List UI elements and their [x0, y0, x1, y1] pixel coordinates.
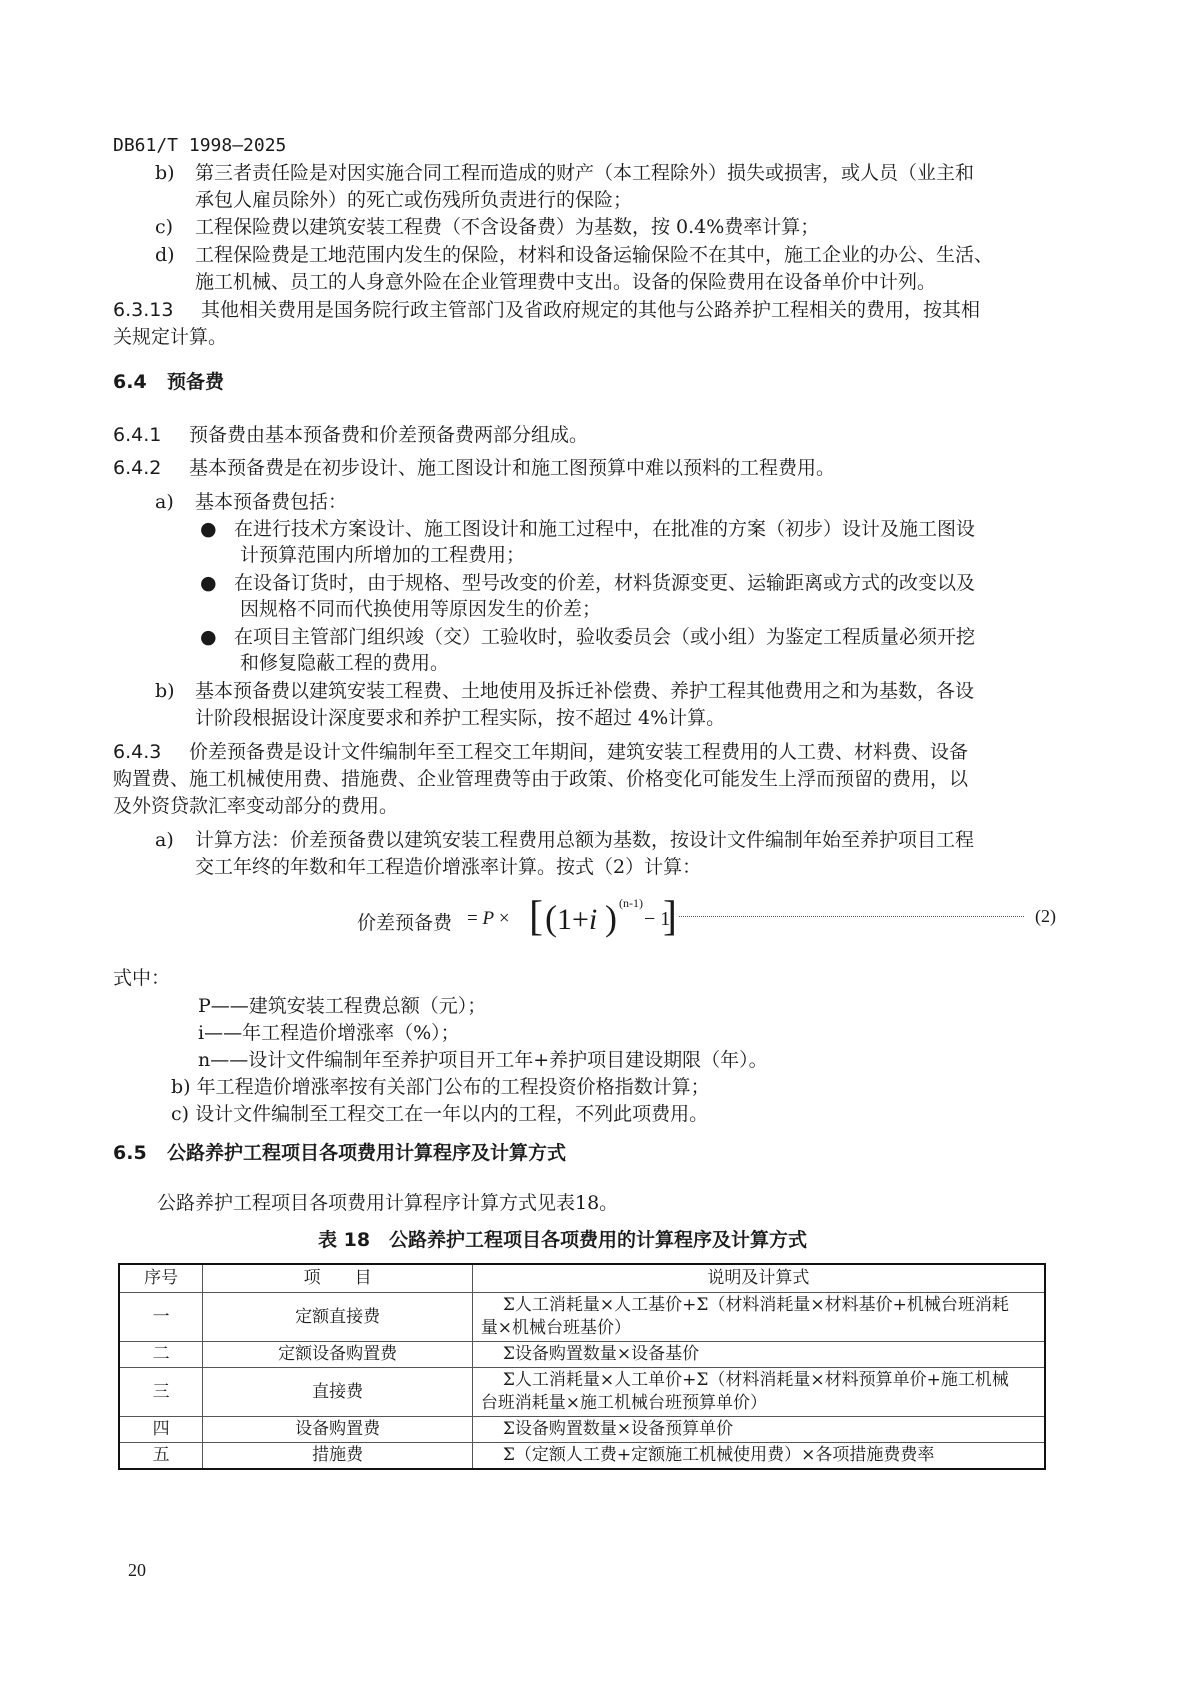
section-number: 6.5	[113, 1142, 147, 1164]
list-item-b: b) 年工程造价增涨率按有关部门公布的工程投资价格指数计算；	[171, 1076, 710, 1098]
section-heading-6-5	[113, 1141, 566, 1165]
header-no: 序号	[119, 1264, 203, 1293]
formula-label: 价差预备费	[357, 912, 453, 934]
open-paren: (	[545, 898, 557, 938]
clause-6-4-3-cont: 购置费、施工机械使用费、措施费、企业管理费等由于政策、价格变化可能发生上浮而预留的费用，以	[113, 768, 969, 790]
list-item-a	[155, 828, 974, 852]
list-item-b-cont: 计阶段根据设计深度要求和养护工程实际，按不超过 4%计算。	[195, 707, 726, 729]
table-row	[119, 1293, 1045, 1342]
bullet-item	[200, 571, 975, 595]
cell-no: 一	[119, 1293, 203, 1342]
close-bracket: ]	[663, 894, 677, 940]
exponent: (n-1)	[619, 896, 643, 910]
cell-desc	[472, 1417, 1045, 1443]
equation-number: (2)	[1035, 906, 1056, 926]
table-row	[119, 1417, 1045, 1443]
cell-no: 二	[119, 1342, 203, 1368]
table-18	[118, 1263, 1046, 1470]
clause-number: 6.4.3	[113, 741, 162, 763]
section-title: 预备费	[167, 371, 225, 393]
clause-6-4-1	[113, 423, 588, 447]
item-text: 基本预备费包括：	[195, 491, 348, 513]
bullet-item	[200, 625, 975, 649]
minus-one: − 1	[644, 908, 671, 930]
cell-desc	[472, 1368, 1045, 1417]
item-label: b)	[155, 162, 175, 184]
desc-line-2: 台班消耗量×施工机械台班预算单价）	[480, 1393, 768, 1413]
clause-number: 6.4.2	[113, 457, 162, 479]
item-text: 第三者责任险是对因实施合同工程而造成的财产（本工程除外）损失或损害，或人员（业主和	[195, 162, 975, 184]
clause-number: 6.3.13	[113, 299, 174, 321]
cell-item: 定额直接费	[203, 1293, 472, 1342]
where-var-i: i——年工程造价增涨率（%）；	[198, 1022, 460, 1044]
clause-6-4-3	[113, 740, 968, 764]
list-item-b	[155, 161, 974, 185]
variable-p: P	[482, 908, 495, 929]
bullet-icon: ●	[200, 626, 217, 648]
clause-6-3-13	[113, 298, 980, 322]
clause-number: 6.4.1	[113, 424, 162, 446]
item-label: b)	[155, 680, 175, 702]
table-row	[119, 1342, 1045, 1368]
desc-line-1: Σ设备购置数量×设备预算单价	[502, 1419, 734, 1439]
bullet-text: 在设备订货时，由于规格、型号改变的价差，材料货源变更、运输距离或方式的改变以及	[234, 572, 976, 594]
bullet-icon: ●	[200, 518, 217, 540]
desc-line-1: Σ人工消耗量×人工基价+Σ（材料消耗量×材料基价+机械台班消耗	[502, 1295, 1009, 1315]
bullet-item	[200, 517, 975, 541]
clause-6-4-3-cont: 及外资贷款汇率变动部分的费用。	[113, 795, 399, 817]
clause-text: 基本预备费是在初步设计、施工图设计和施工图预算中难以预料的工程费用。	[189, 457, 836, 479]
cell-desc	[472, 1443, 1045, 1470]
header-desc: 说明及计算式	[472, 1264, 1045, 1293]
desc-line-1: Σ设备购置数量×设备基价	[502, 1344, 700, 1364]
times-sign: ×	[498, 908, 510, 929]
list-item-c	[155, 215, 819, 239]
list-item-c: c) 设计文件编制至工程交工在一年以内的工程，不列此项费用。	[171, 1103, 709, 1125]
list-item-b-cont: 承包人雇员除外）的死亡或伤残所负责进行的保险；	[195, 189, 633, 211]
formula-2	[357, 896, 1057, 946]
close-paren: )	[605, 898, 617, 938]
where-var-n: n——设计文件编制年至养护项目开工年+养护项目建设期限（年）。	[198, 1049, 768, 1071]
cell-item: 定额设备购置费	[203, 1342, 472, 1368]
bullet-item-cont: 因规格不同而代换使用等原因发生的价差；	[240, 598, 602, 620]
bullet-item-cont: 计预算范围内所增加的工程费用；	[240, 544, 526, 566]
clause-6-3-13-cont: 关规定计算。	[113, 326, 228, 348]
item-text: 工程保险费是工地范围内发生的保险，材料和设备运输保险不在其中，施工企业的办公、生活、	[195, 244, 994, 266]
list-item-a	[155, 490, 347, 514]
item-label: a)	[155, 829, 174, 851]
item-text: 基本预备费以建筑安装工程费、土地使用及拆迁补偿费、养护工程其他费用之和为基数，各设	[195, 680, 975, 702]
cell-item: 措施费	[203, 1443, 472, 1470]
formula-lhs	[467, 908, 510, 930]
list-item-a-cont: 交工年终的年数和年工程造价增涨率计算。按式（2）计算：	[195, 856, 702, 878]
cell-no: 五	[119, 1443, 203, 1470]
desc-line-2: 量×机械台班基价）	[480, 1318, 632, 1338]
desc-line-1: Σ（定额人工费+定额施工机械使用费）×各项措施费费率	[502, 1445, 935, 1465]
inner-expression: 1+i	[557, 903, 598, 936]
item-text: 工程保险费以建筑安装工程费（不含设备费）为基数，按 0.4%费率计算；	[195, 216, 820, 238]
header-item: 项 目	[203, 1264, 472, 1293]
equals-sign: =	[467, 908, 478, 929]
doc-code-header: DB61/T 1998—2025	[113, 135, 287, 156]
table-header-row	[119, 1264, 1045, 1293]
bullet-text: 在进行技术方案设计、施工图设计和施工过程中，在批准的方案（初步）设计及施工图设	[234, 518, 976, 540]
page-number: 20	[128, 1560, 146, 1580]
table-caption: 表 18 公路养护工程项目各项费用的计算程序及计算方式	[318, 1229, 808, 1251]
open-bracket: [	[529, 894, 543, 940]
desc-line-1: Σ人工消耗量×人工单价+Σ（材料消耗量×材料预算单价+施工机械	[502, 1370, 1009, 1390]
cell-desc	[472, 1293, 1045, 1342]
section-number: 6.4	[113, 371, 147, 393]
cell-desc	[472, 1342, 1045, 1368]
where-var-p: P——建筑安装工程费总额（元）；	[198, 995, 487, 1017]
bullet-text: 在项目主管部门组织竣（交）工验收时，验收委员会（或小组）为鉴定工程质量必须开挖	[234, 626, 976, 648]
list-item-d-cont: 施工机械、员工的人身意外险在企业管理费中支出。设备的保险费用在设备单价中计列。	[195, 271, 937, 293]
list-item-b	[155, 679, 974, 703]
clause-text: 其他相关费用是国务院行政主管部门及省政府规定的其他与公路养护工程相关的费用，按其相	[201, 299, 981, 321]
table-row	[119, 1443, 1045, 1470]
bullet-item-cont: 和修复隐蔽工程的费用。	[240, 652, 450, 674]
section-6-5-text: 公路养护工程项目各项费用计算程序计算方式见表18。	[157, 1192, 619, 1214]
cell-item: 直接费	[203, 1368, 472, 1417]
clause-6-4-2	[113, 456, 835, 480]
cell-no: 四	[119, 1417, 203, 1443]
section-title: 公路养护工程项目各项费用计算程序及计算方式	[167, 1142, 567, 1164]
cell-item: 设备购置费	[203, 1417, 472, 1443]
item-text: 计算方法：价差预备费以建筑安装工程费用总额为基数，按设计文件编制年始至养护项目工程	[195, 829, 975, 851]
item-label: c)	[155, 216, 174, 238]
formula-inner	[557, 902, 597, 938]
clause-text: 价差预备费是设计文件编制年至工程交工年期间，建筑安装工程费用的人工费、材料费、设备	[189, 741, 969, 763]
where-title: 式中：	[113, 967, 171, 989]
leader-dots	[679, 906, 1024, 917]
item-label: d)	[155, 244, 175, 266]
item-label: a)	[155, 491, 174, 513]
section-heading-6-4	[113, 370, 224, 394]
bullet-icon: ●	[200, 572, 217, 594]
list-item-d	[155, 243, 993, 267]
clause-text: 预备费由基本预备费和价差预备费两部分组成。	[189, 424, 589, 446]
cell-no: 三	[119, 1368, 203, 1417]
table-row	[119, 1368, 1045, 1417]
